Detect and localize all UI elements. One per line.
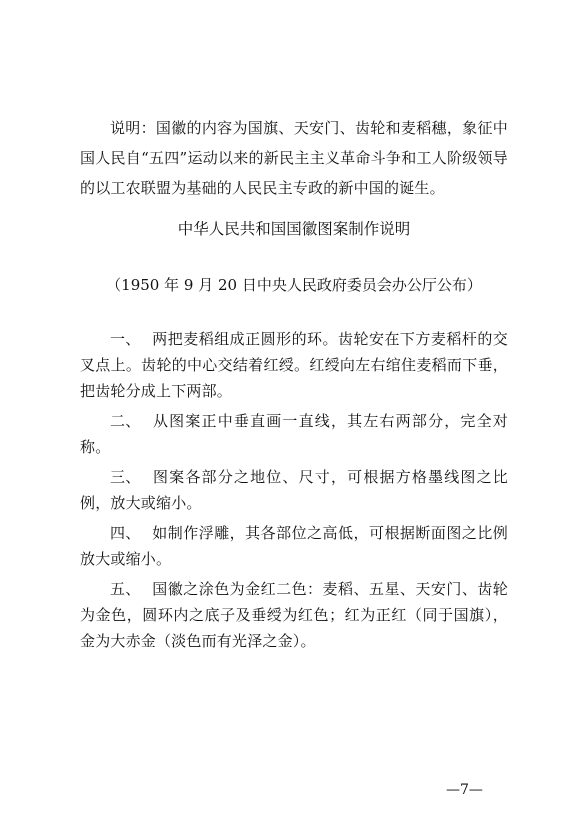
item-text: 国徽之涂色为金红二色：麦稻、五星、天安门、齿轮为金色，圆环内之底子及垂绶为红色；红为正红（同于国旗），金为大赤金（淡色而有光泽之金）。 <box>80 580 508 650</box>
item-number: 二、 <box>110 412 141 430</box>
item-text: 图案各部分之地位、尺寸，可根据方格墨线图之比例，放大或缩小。 <box>80 468 508 512</box>
item-number: 三、 <box>110 468 141 486</box>
item-number: 五、 <box>110 580 141 598</box>
intro-paragraph: 说明：国徽的内容为国旗、天安门、齿轮和麦稻穗，象征中国人民自“五四”运动以来的新民主主义革命斗争和工人阶级领导的以工农联盟为基础的人民民主专政的新中国的诞生。 <box>80 119 508 197</box>
item-number: 四、 <box>110 524 141 542</box>
list-item <box>80 408 508 460</box>
list-item <box>80 520 508 572</box>
document-title: 中华人民共和国国徽图案制作说明 <box>177 220 411 238</box>
item-number: 一、 <box>110 330 141 348</box>
item-list <box>80 326 508 658</box>
document-subtitle: （1950 年 9 月 20 日中央人民政府委员会办公厅公布） <box>106 276 482 294</box>
item-text: 两把麦稻组成正圆形的环。齿轮安在下方麦稻杆的交叉点上。齿轮的中心交结着红绶。红绶向左右绾住麦稻而下垂，把齿轮分成上下两部。 <box>80 330 508 400</box>
list-item <box>80 326 508 404</box>
list-item <box>80 464 508 516</box>
item-text: 从图案正中垂直画一直线，其左右两部分，完全对称。 <box>80 412 508 456</box>
item-text: 如制作浮雕，其各部位之高低，可根据断面图之比例放大或缩小。 <box>80 524 508 568</box>
list-item <box>80 576 508 654</box>
page-number: —7— <box>446 782 483 798</box>
